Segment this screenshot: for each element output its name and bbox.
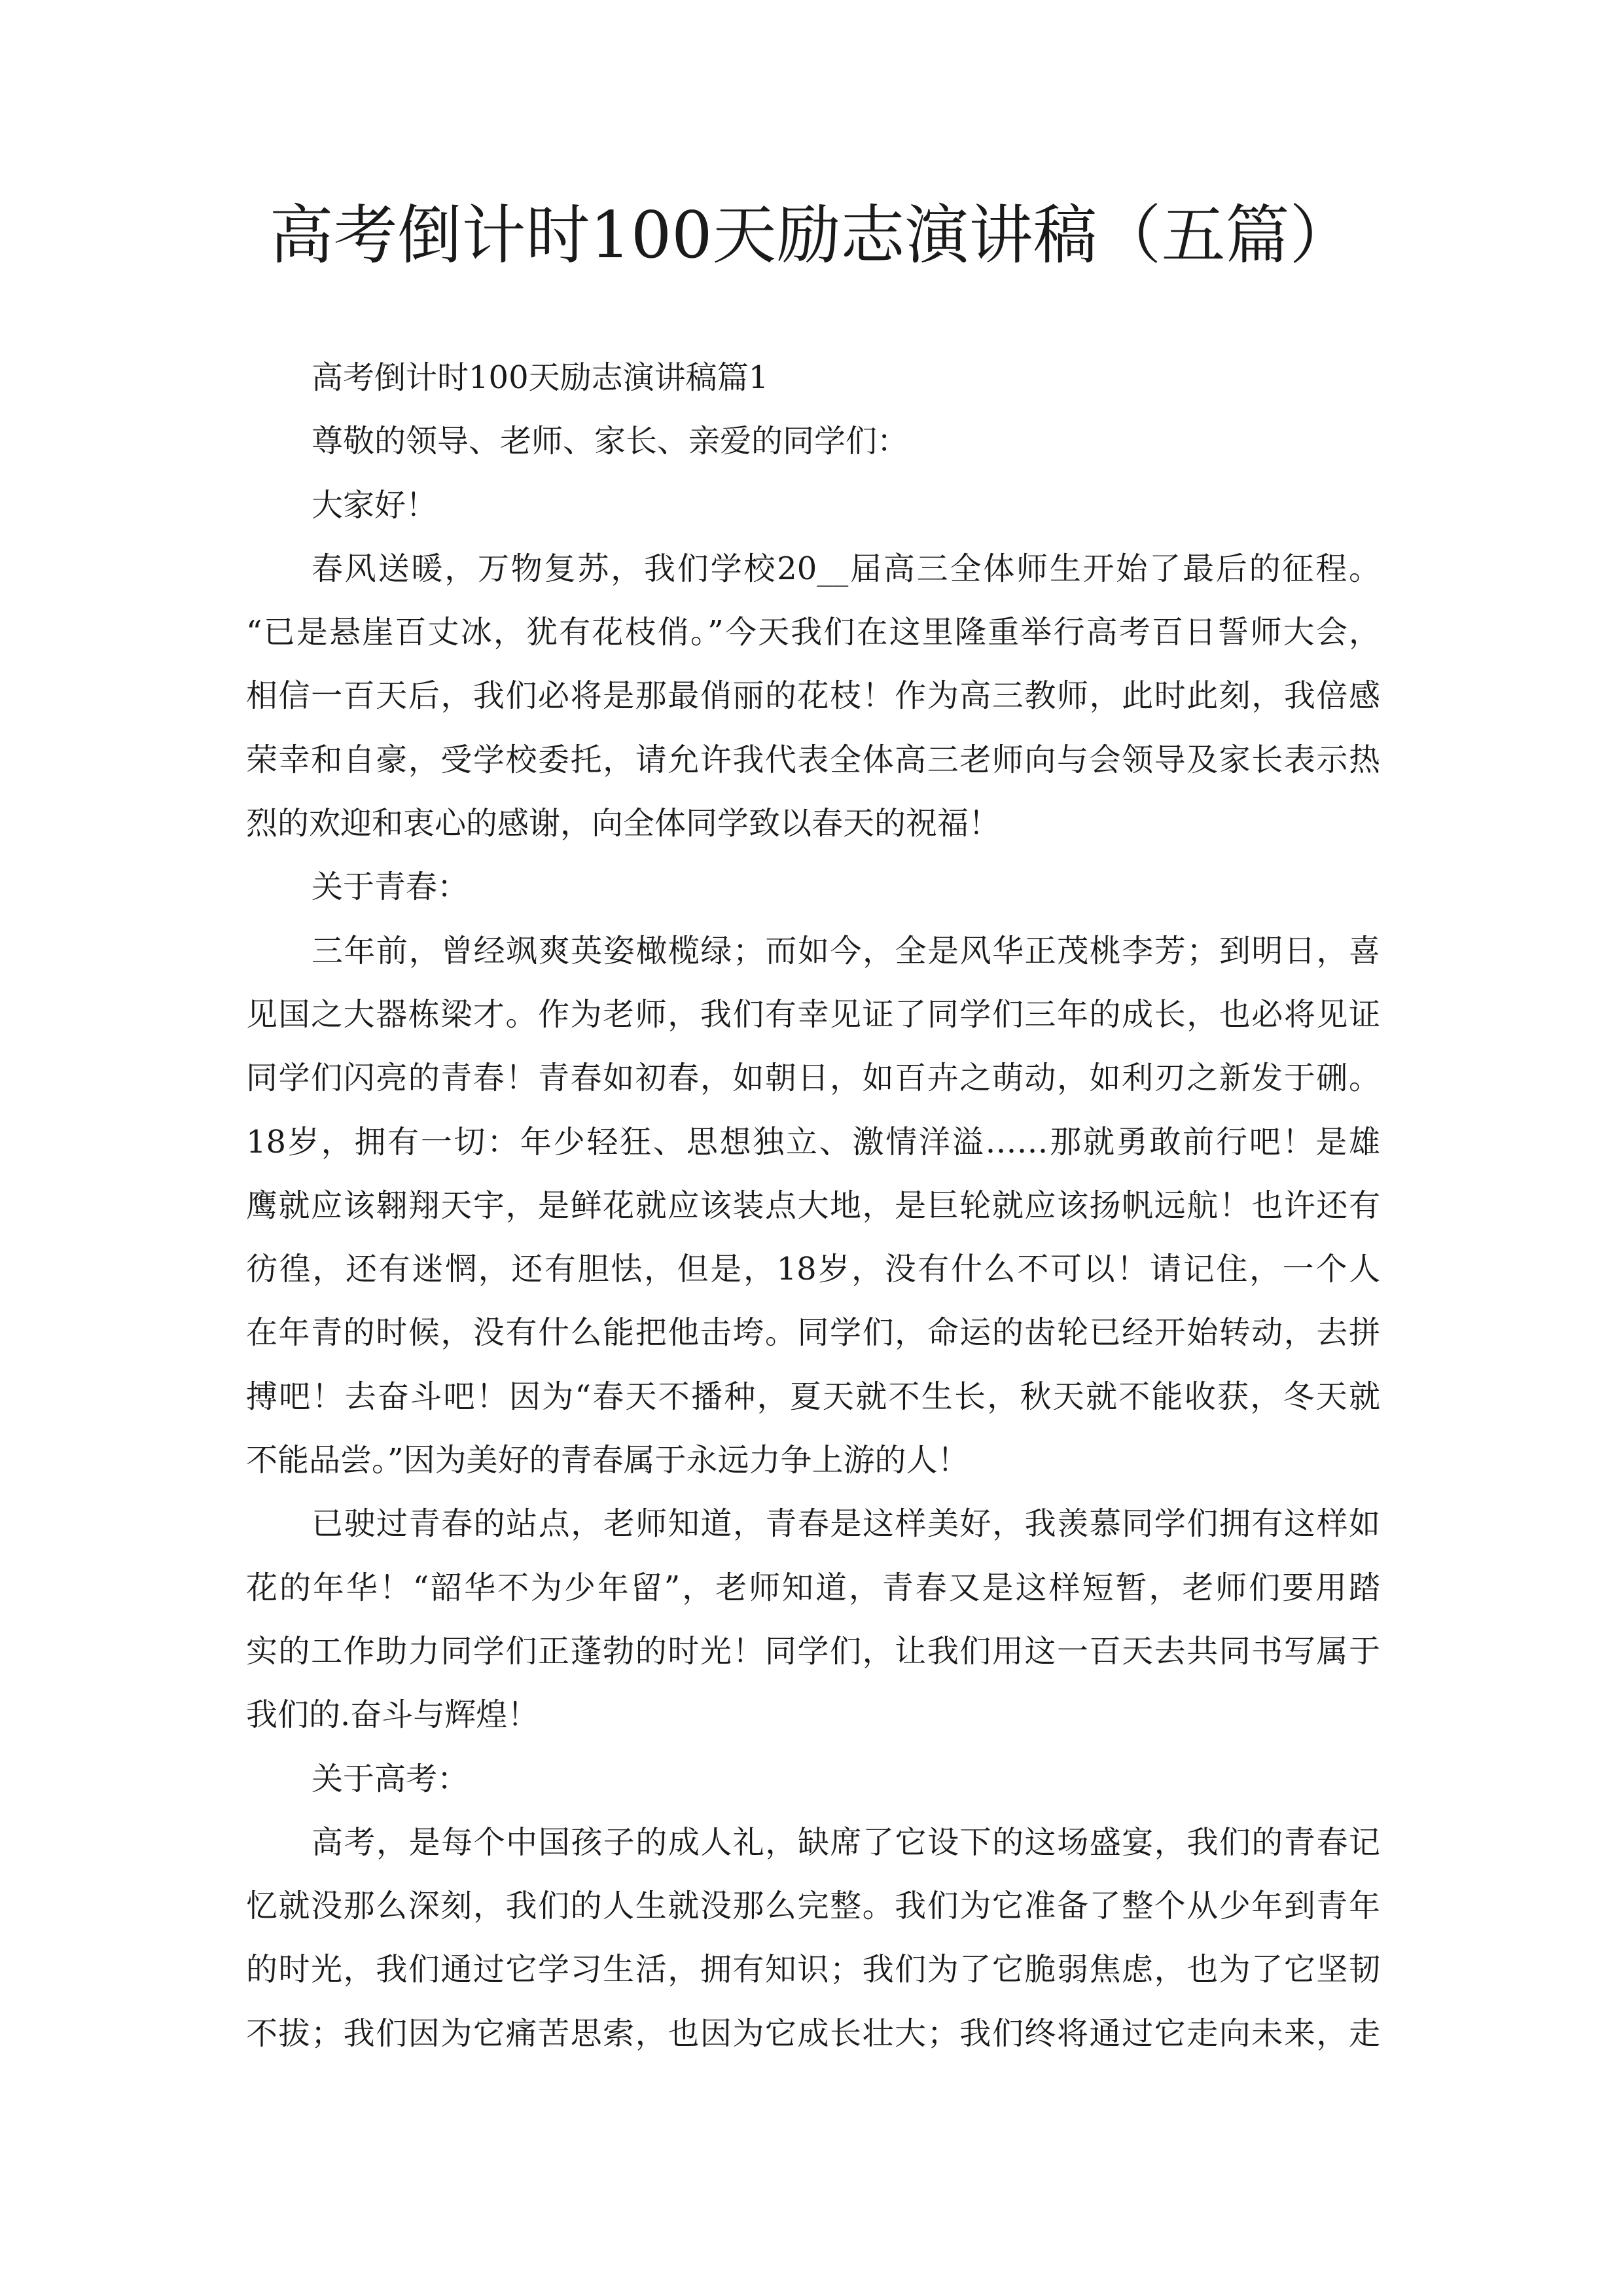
paragraph-line: 彷徨，还有迷惘，还有胆怯，但是，18岁，没有什么不可以！请记住，一个人: [246, 1251, 1380, 1288]
paragraph-line: 实的工作助力同学们正蓬勃的时光！同学们，让我们用这一百天去共同书写属于: [246, 1632, 1380, 1670]
paragraph-line: 关于高考：: [312, 1760, 469, 1797]
paragraph-line: 春风送暖，万物复苏，我们学校20__届高三全体师生开始了最后的征程。: [312, 550, 1380, 587]
document-body: [246, 359, 1380, 2078]
paragraph-line: 高考，是每个中国孩子的成人礼，缺席了它设下的这场盛宴，我们的青春记: [312, 1823, 1380, 1861]
paragraph-line: 花的年华！“韶华不为少年留”，老师知道，青春又是这样短暂，老师们要用踏: [246, 1569, 1380, 1606]
paragraph-line: 在年青的时候，没有什么能把他击垮。同学们，命运的齿轮已经开始转动，去拼: [246, 1314, 1380, 1352]
paragraph-line: 烈的欢迎和衷心的感谢，向全体同学致以春天的祝福！: [246, 805, 1001, 842]
paragraph-line: 不能品尝。”因为美好的青春属于永远力争上游的人！: [246, 1442, 969, 1479]
paragraph-line: 荣幸和自豪，受学校委托，请允许我代表全体高三老师向与会领导及家长表示热: [246, 741, 1380, 778]
paragraph-line: 不拔；我们因为它痛苦思索，也因为它成长壮大；我们终将通过它走向未来，走: [246, 2015, 1380, 2052]
paragraph-line: 三年前，曾经飒爽英姿橄榄绿；而如今，全是风华正茂桃李芳；到明日，喜: [312, 932, 1380, 969]
paragraph-line: 18岁，拥有一切：年少轻狂、思想独立、激情洋溢……那就勇敢前行吧！是雄: [246, 1123, 1380, 1160]
paragraph-line: 忆就没那么深刻，我们的人生就没那么完整。我们为它准备了整个从少年到青年: [246, 1888, 1380, 1925]
paragraph-line: 同学们闪亮的青春！青春如初春，如朝日，如百卉之萌动，如利刃之新发于硎。: [246, 1060, 1380, 1097]
paragraph-line: 高考倒计时100天励志演讲稿篇1: [312, 359, 769, 396]
paragraph-line: 相信一百天后，我们必将是那最俏丽的花枝！作为高三教师，此时此刻，我倍感: [246, 677, 1380, 715]
paragraph-line: 大家好！: [312, 486, 438, 524]
paragraph-line: 见国之大器栋梁才。作为老师，我们有幸见证了同学们三年的成长，也必将见证: [246, 996, 1380, 1033]
paragraph-line: 鹰就应该翱翔天宇，是鲜花就应该装点大地，是巨轮就应该扬帆远航！也许还有: [246, 1187, 1380, 1224]
paragraph-line: “已是悬崖百丈冰，犹有花枝俏。”今天我们在这里隆重举行高考百日誓师大会，: [246, 614, 1380, 651]
document-title: 高考倒计时100天励志演讲稿（五篇）: [269, 198, 1354, 273]
paragraph-line: 尊敬的领导、老师、家长、亲爱的同学们：: [312, 423, 909, 460]
paragraph-line: 我们的.奋斗与辉煌！: [246, 1696, 539, 1734]
paragraph-line: 搏吧！去奋斗吧！因为“春天不播种，夏天就不生长，秋天就不能收获，冬天就: [246, 1378, 1380, 1415]
paragraph-line: 已驶过青春的站点，老师知道，青春是这样美好，我羡慕同学们拥有这样如: [312, 1505, 1380, 1543]
paragraph-line: 关于青春：: [312, 869, 469, 906]
paragraph-line: 的时光，我们通过它学习生活，拥有知识；我们为了它脆弱焦虑，也为了它坚韧: [246, 1951, 1380, 1988]
